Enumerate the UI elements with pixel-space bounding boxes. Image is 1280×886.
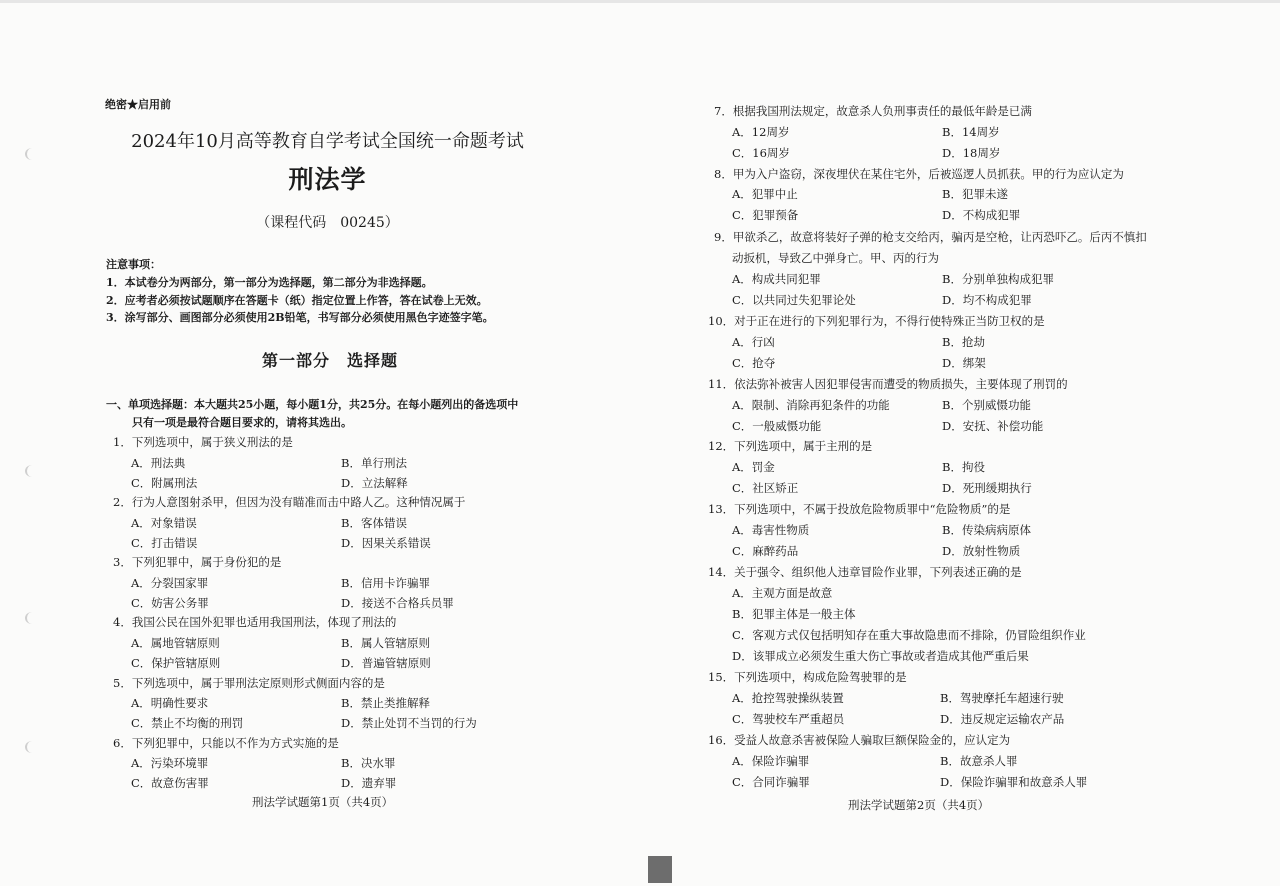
option: D．立法解释 xyxy=(341,476,408,490)
option: A．对象错误 xyxy=(131,516,197,530)
option: D．该罪成立必须发生重大伤亡事故或者造成其他严重后果 xyxy=(732,649,1029,663)
option: D．普遍管辖原则 xyxy=(341,656,431,670)
option: C．社区矫正 xyxy=(732,481,799,495)
option: C．一般威慑功能 xyxy=(732,419,822,433)
question-stem-continued: 动扳机，导致乙中弹身亡。甲、丙的行为 xyxy=(732,251,939,265)
option: C．16周岁 xyxy=(732,146,790,160)
exam-page-2 xyxy=(640,0,1280,886)
option: A．明确性要求 xyxy=(131,696,209,710)
scan-marker xyxy=(648,856,672,883)
option: D．禁止处罚不当罚的行为 xyxy=(341,716,477,730)
binder-hole xyxy=(25,465,39,477)
option: C．保护管辖原则 xyxy=(131,656,221,670)
question-stem: 13．下列选项中，不属于投放危险物质罪中“危险物质”的是 xyxy=(708,502,1011,516)
question-stem: 8．甲为入户盗窃，深夜埋伏在某住宅外，后被巡逻人员抓获。甲的行为应认定为 xyxy=(714,167,1124,181)
question-stem: 10．对于正在进行的下列犯罪行为，不得行使特殊正当防卫权的是 xyxy=(708,314,1045,328)
question-stem: 6．下列犯罪中，只能以不作为方式实施的是 xyxy=(113,736,339,750)
option: D．不构成犯罪 xyxy=(942,208,1021,222)
option: A．污染环境罪 xyxy=(131,756,209,770)
option: D．保险诈骗罪和故意杀人罪 xyxy=(940,775,1088,789)
option: C．附属刑法 xyxy=(131,476,198,490)
option: B．单行刑法 xyxy=(341,456,407,470)
option: A．保险诈骗罪 xyxy=(732,754,810,768)
option: C．客观方式仅包括明知存在重大事故隐患而不排除，仍冒险组织作业 xyxy=(732,628,1086,642)
question-stem: 14．关于强令、组织他人违章冒险作业罪，下列表述正确的是 xyxy=(708,565,1022,579)
secret-label: 绝密★启用前 xyxy=(105,98,171,111)
question-stem: 16．受益人故意杀害被保险人骗取巨额保险金的，应认定为 xyxy=(708,733,1011,747)
option: D．均不构成犯罪 xyxy=(942,293,1032,307)
option: D．违反规定运输农产品 xyxy=(940,712,1065,726)
option: D．放射性物质 xyxy=(942,544,1021,558)
option: B．客体错误 xyxy=(341,516,407,530)
option: B．故意杀人罪 xyxy=(940,754,1018,768)
option: D．绑架 xyxy=(942,356,986,370)
option: B．禁止类推解释 xyxy=(341,696,430,710)
binder-hole xyxy=(25,741,39,753)
option: B．信用卡诈骗罪 xyxy=(341,576,430,590)
course-code: （课程代码 00245） xyxy=(256,215,399,231)
question-stem: 15．下列选项中，构成危险驾驶罪的是 xyxy=(708,670,907,684)
option: A．抢控驾驶操纵装置 xyxy=(732,691,844,705)
question-stem: 7．根据我国刑法规定，故意杀人负刑事责任的最低年龄是已满 xyxy=(714,104,1032,118)
option: B．决水罪 xyxy=(341,756,396,770)
page-footer: 刑法学试题第2页（共4页） xyxy=(848,798,990,812)
exam-title: 2024年10月高等教育自学考试全国统一命题考试 xyxy=(131,131,524,152)
option: A．行凶 xyxy=(732,335,775,349)
option: A．犯罪中止 xyxy=(732,187,798,201)
option: C．以共同过失犯罪论处 xyxy=(732,293,856,307)
section-instruction: 一、单项选择题：本大题共25小题，每小题1分，共25分。在每小题列出的备选项中 xyxy=(106,398,519,411)
notes-title: 注意事项： xyxy=(106,258,161,271)
option: C．犯罪预备 xyxy=(732,208,799,222)
note-item: 2．应考者必须按试题顺序在答题卡（纸）指定位置上作答，答在试卷上无效。 xyxy=(106,294,488,307)
option: C．抢夺 xyxy=(732,356,776,370)
option: C．打击错误 xyxy=(131,536,198,550)
option: B．属人管辖原则 xyxy=(341,636,430,650)
option: D．18周岁 xyxy=(942,146,1001,160)
option: B．犯罪未遂 xyxy=(942,187,1008,201)
question-stem: 5．下列选项中，属于罪刑法定原则形式侧面内容的是 xyxy=(113,676,385,690)
binder-hole xyxy=(25,612,39,624)
option: A．主观方面是故意 xyxy=(732,586,833,600)
option: A．罚金 xyxy=(732,460,775,474)
option: C．合同诈骗罪 xyxy=(732,775,810,789)
option: D．安抚、补偿功能 xyxy=(942,419,1044,433)
option: D．遗弃罪 xyxy=(341,776,397,790)
subject-title: 刑法学 xyxy=(288,165,367,194)
question-stem: 9．甲欲杀乙，故意将装好子弹的枪支交给丙，骗丙是空枪，让丙恐吓乙。后丙不慎扣 xyxy=(714,230,1147,244)
question-stem: 12．下列选项中，属于主刑的是 xyxy=(708,439,873,453)
note-item: 3．涂写部分、画图部分必须使用2B铅笔，书写部分必须使用黑色字迹签字笔。 xyxy=(106,311,494,324)
option: C．驾驶校车严重超员 xyxy=(732,712,845,726)
option: A．刑法典 xyxy=(131,456,186,470)
question-stem: 2．行为人意图射杀甲，但因为没有瞄准而击中路人乙。这种情况属于 xyxy=(113,495,466,509)
option: C．妨害公务罪 xyxy=(131,596,209,610)
page-footer: 刑法学试题第1页（共4页） xyxy=(252,795,394,809)
option: B．犯罪主体是一般主体 xyxy=(732,607,856,621)
option: C．故意伤害罪 xyxy=(131,776,209,790)
option: C．麻醉药品 xyxy=(732,544,799,558)
option: D．死刑缓期执行 xyxy=(942,481,1032,495)
option: A．毒害性物质 xyxy=(732,523,810,537)
note-item: 1．本试卷分为两部分，第一部分为选择题，第二部分为非选择题。 xyxy=(106,276,433,289)
option: A．12周岁 xyxy=(732,125,790,139)
option: A．属地管辖原则 xyxy=(131,636,220,650)
option: B．个别威慑功能 xyxy=(942,398,1031,412)
question-stem: 4．我国公民在国外犯罪也适用我国刑法，体现了刑法的 xyxy=(113,615,397,629)
question-stem: 11．依法弥补被害人因犯罪侵害而遭受的物质损失，主要体现了刑罚的 xyxy=(708,377,1068,391)
option: B．驾驶摩托车超速行驶 xyxy=(940,691,1064,705)
option: B．抢劫 xyxy=(942,335,985,349)
option: B．14周岁 xyxy=(942,125,1000,139)
option: B．分别单独构成犯罪 xyxy=(942,272,1054,286)
section-instruction: 只有一项是最符合题目要求的，请将其选出。 xyxy=(132,416,352,429)
option: A．限制、消除再犯条件的功能 xyxy=(732,398,890,412)
option: B．拘役 xyxy=(942,460,985,474)
question-stem: 1．下列选项中，属于狭义刑法的是 xyxy=(113,435,293,449)
option: D．接送不合格兵员罪 xyxy=(341,596,454,610)
option: A．分裂国家罪 xyxy=(131,576,209,590)
option: D．因果关系错误 xyxy=(341,536,431,550)
option: C．禁止不均衡的刑罚 xyxy=(131,716,244,730)
option: A．构成共同犯罪 xyxy=(732,272,821,286)
part-title: 第一部分 选择题 xyxy=(261,351,398,370)
question-stem: 3．下列犯罪中，属于身份犯的是 xyxy=(113,555,282,569)
option: B．传染病病原体 xyxy=(942,523,1031,537)
